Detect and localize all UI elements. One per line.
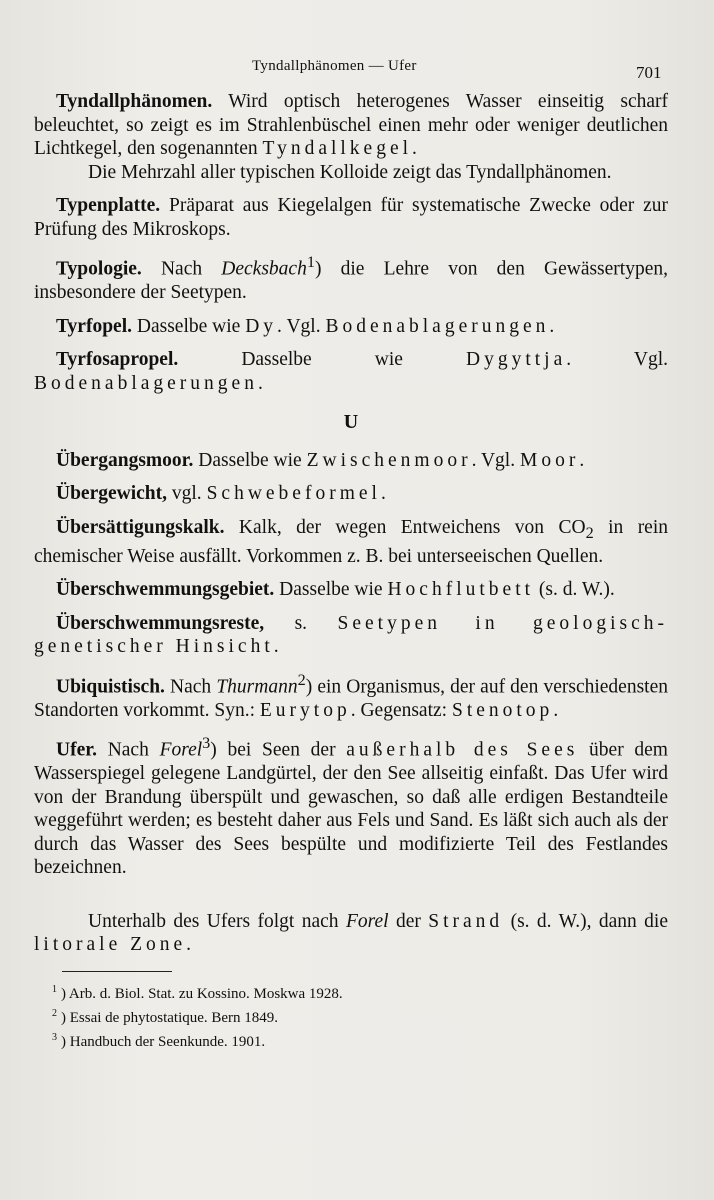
footnote-ref: 1 <box>306 253 315 271</box>
spaced-term: litorale Zone <box>34 934 187 956</box>
spaced-term: Strand <box>428 910 504 932</box>
running-head: Tyndallphänomen — Ufer <box>252 58 417 74</box>
entry-headword: Typenplatte. <box>56 195 161 216</box>
entry-text: . Vgl. <box>566 349 668 370</box>
entry-text: (s. d. W.). <box>534 579 615 601</box>
entry-text: . <box>553 699 559 721</box>
entry-ueberschwemmungsgebiet <box>34 578 668 602</box>
spaced-term: Bodenablagerungen <box>325 315 550 337</box>
footnote-ref: 3 <box>202 734 211 753</box>
entry-paragraph: Die Mehrzahl aller typischen Kolloide zeigt das Tyndallphänomen. <box>88 161 612 183</box>
footnote <box>52 1004 668 1028</box>
entry-text: über dem Wasserspiegel gelegene Landgürtel, der den See allseitig einfaßt. Das Ufer wird von der Brandung überspült und gewaschen, so daß alle erdigen Bestandteile weggeführt werden; es besteht daher aus Fels und Sand. Es läßt sich auch als der durch das Wasser des Sees bespülte und modifizierte Teil des Festlandes bezeichnen. <box>34 739 668 879</box>
page-body <box>34 90 668 1052</box>
spaced-term: Dygyttja <box>466 349 567 370</box>
entry-headword: Übergangsmoor. <box>56 449 194 471</box>
entry-text: (s. d. W.), dann die <box>503 910 668 932</box>
spaced-term: Eurytop <box>259 699 351 721</box>
entry-text: . Vgl. <box>277 315 326 337</box>
entry-text: Nach <box>96 739 160 761</box>
footnote-number: 1 <box>52 983 57 995</box>
entry-text: Nach <box>164 676 217 698</box>
footnote <box>52 1028 668 1052</box>
spaced-term: Zwischenmoor <box>306 449 472 471</box>
entry-headword: Überschwemmungsgebiet. <box>56 579 275 601</box>
entry-tyrfopel <box>34 315 668 339</box>
entry-text: Dasselbe wie <box>132 315 246 337</box>
footnote <box>52 980 668 1004</box>
entry-uebergewicht <box>34 482 668 506</box>
spaced-term: Bodenablagerungen <box>34 372 258 394</box>
entry-uebergangsmoor <box>34 449 668 473</box>
spaced-term: Stenotop <box>451 699 554 721</box>
entry-text: Präparat aus Kiegelalgen für systematische Zwecke oder zur Prüfung des Mikroskops. <box>34 195 668 240</box>
entry-ufer <box>34 732 668 880</box>
spaced-term: Hochflutbett <box>387 579 535 601</box>
entry-typenplatte <box>34 194 668 241</box>
entry-text: Kalk, der wegen Entweichens von CO <box>224 516 586 538</box>
spaced-term: Moor <box>519 449 580 471</box>
footnote-divider <box>62 971 172 972</box>
footnote-number: 3 <box>52 1031 57 1043</box>
entry-text: in rein chemischer Weise ausfällt. Vorkommen z. B. bei unterseeischen Quellen. <box>34 516 669 567</box>
entry-text: . <box>380 483 386 504</box>
footnote-text: ) Arb. d. Biol. Stat. zu Kossino. Moskwa 1928. <box>61 985 343 1002</box>
entry-text: s. <box>264 612 338 634</box>
entry-headword: Typologie. <box>56 258 142 280</box>
entry-ubiquistisch <box>34 669 668 723</box>
entry-text: Wird optisch heterogenes Wasser einseitig scharf beleuchtet, so zeigt es im Strahlenbüschel einen mehr oder weniger deutlichen Lichtkegel, den sogenannten <box>34 91 668 159</box>
entry-text: Unterhalb des Ufers folgt nach <box>88 910 346 932</box>
footnote-text: ) Essai de phytostatique. Bern 1849. <box>61 1009 279 1026</box>
page-number: 701 <box>636 63 662 82</box>
entry-text: . Vgl. <box>471 449 520 471</box>
entry-headword: Ubiquistisch. <box>56 676 165 698</box>
entry-text: Dasselbe wie <box>178 349 467 370</box>
entry-text: ) bei Seen der <box>210 739 347 761</box>
entry-text: Dasselbe wie <box>193 449 307 471</box>
author-name: Thurmann <box>216 676 298 698</box>
entry-tyrfosapropel <box>34 348 668 395</box>
footnote-number: 2 <box>52 1007 57 1019</box>
entry-headword: Tyrfopel. <box>56 315 133 337</box>
closing-paragraph <box>34 910 668 957</box>
footnote-text: ) Handbuch der Seenkunde. 1901. <box>61 1033 266 1050</box>
author-name: Forel <box>159 739 203 761</box>
entry-headword: Ufer. <box>56 739 97 761</box>
entry-text: . <box>549 315 555 337</box>
entry-text: ) die Lehre von den Gewässertypen, insbesondere der Seetypen. <box>34 258 668 303</box>
author-name: Decksbach <box>221 258 307 280</box>
entry-headword: Tyrfosapropel. <box>56 349 179 370</box>
page-header <box>0 56 714 86</box>
entry-text: . <box>412 138 417 159</box>
footnote-ref: 2 <box>297 670 306 689</box>
entry-tyndallphaenomen <box>34 90 668 184</box>
entry-text: . Gegensatz: <box>350 699 452 721</box>
entry-headword: Übergewicht, <box>56 483 168 504</box>
entry-typologie <box>34 251 668 305</box>
entry-text: vgl. <box>167 483 207 504</box>
entry-headword: Übersättigungskalk. <box>56 516 225 538</box>
spaced-term: Schwebeformel <box>206 483 381 504</box>
entry-ueberschwemmungsreste <box>34 612 668 659</box>
footnotes <box>52 980 668 1052</box>
entry-text: . <box>186 934 192 956</box>
entry-text: Nach <box>141 258 222 280</box>
subscript: 2 <box>585 523 594 542</box>
section-letter: U <box>343 411 359 433</box>
spaced-term: außerhalb des Sees <box>346 739 579 761</box>
author-name: Forel <box>345 910 389 932</box>
entry-text: Dasselbe wie <box>274 579 388 601</box>
entry-text: der <box>388 910 429 932</box>
entry-headword: Tyndallphänomen. <box>56 91 213 112</box>
entry-text: . <box>579 449 585 471</box>
spaced-term: Seetypen in geologisch-genetischer Hinsicht <box>34 612 668 658</box>
spaced-term: Tyndallkegel <box>262 138 413 159</box>
spaced-term: Dy <box>245 315 278 337</box>
entry-text: . <box>257 372 263 394</box>
entry-uebersaettigungskalk <box>34 516 668 569</box>
entry-text: . <box>273 636 279 658</box>
entry-headword: Überschwemmungsreste, <box>56 612 265 634</box>
entry-text: ) ein Organismus, der auf den verschiedensten Standorten vorkommt. Syn.: <box>34 676 668 721</box>
